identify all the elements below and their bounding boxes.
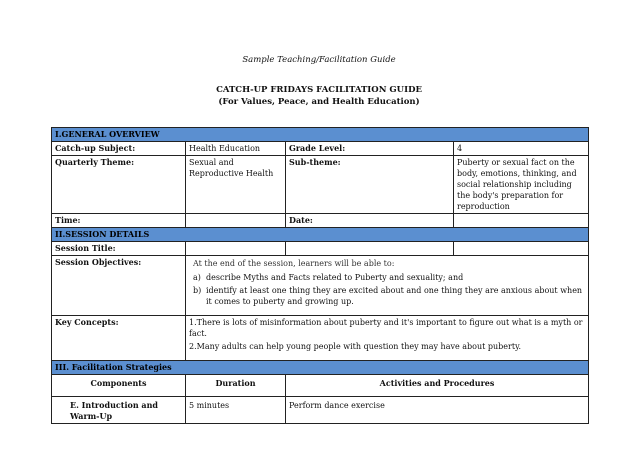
- time-label: Time:: [52, 214, 186, 228]
- objective-letter: a): [193, 273, 201, 282]
- guide-title: CATCH-UP FRIDAYS FACILITATION GUIDE: [216, 85, 422, 95]
- section-row-general-overview: [52, 128, 589, 142]
- component-cell: E. Introduction and Warm-Up: [52, 397, 186, 424]
- column-header-components: Components: [52, 375, 186, 397]
- objective-letter: b): [193, 286, 202, 295]
- section-row-facilitation: [52, 361, 589, 375]
- objectives-intro: At the end of the session, learners will be able to:: [193, 259, 395, 268]
- section-header: I.GENERAL OVERVIEW: [52, 128, 589, 142]
- key-concept: 2.Many adults can help young people with question they may have about puberty.: [189, 342, 522, 351]
- objective-text: describe Myths and Facts related to Puberty and sexuality; and: [206, 273, 464, 282]
- table-row: [52, 156, 589, 214]
- facilitation-guide-table: [51, 127, 589, 424]
- section-header: II.SESSION DETAILS: [52, 228, 589, 242]
- subject-label: Catch-up Subject:: [52, 142, 186, 156]
- session-title-value: [286, 242, 454, 256]
- grade-value: 4: [454, 142, 589, 156]
- table-row: [52, 242, 589, 256]
- guide-subtitle: (For Values, Peace, and Health Education): [218, 97, 420, 107]
- grade-label: Grade Level:: [286, 142, 454, 156]
- theme-value: Sexual and Reproductive Health: [186, 156, 286, 214]
- subject-value: Health Education: [186, 142, 286, 156]
- session-title-label: Session Title:: [52, 242, 186, 256]
- table-row: [52, 142, 589, 156]
- objective-text: identify at least one thing they are excited about and one thing they are anxious about when it comes to puberty and growing up.: [206, 286, 583, 306]
- table-row: [52, 316, 589, 361]
- column-header-activities: Activities and Procedures: [286, 375, 589, 397]
- concepts-label: Key Concepts:: [52, 316, 186, 361]
- concepts-cell: [186, 316, 589, 361]
- list-item: [193, 285, 585, 307]
- time-value: [186, 214, 286, 228]
- section-header: III. Facilitation Strategies: [52, 361, 589, 375]
- table-row: [52, 214, 589, 228]
- session-title-value: [186, 242, 286, 256]
- date-value: [454, 214, 589, 228]
- section-row-session-details: [52, 228, 589, 242]
- key-concept: 1.There is lots of misinformation about puberty and it's important to figure out what is a myth or fact.: [189, 318, 583, 338]
- objectives-label: Session Objectives:: [52, 256, 186, 316]
- subtheme-value: Puberty or sexual fact on the body, emotions, thinking, and social relationship including the body's preparation for reproduction: [454, 156, 589, 214]
- theme-label: Quarterly Theme:: [52, 156, 186, 214]
- page-subtitle: Sample Teaching/Facilitation Guide: [242, 55, 396, 65]
- table-row: [52, 256, 589, 316]
- column-header-duration: Duration: [186, 375, 286, 397]
- list-item: [193, 272, 585, 283]
- session-title-value: [454, 242, 589, 256]
- objectives-cell: [186, 256, 589, 316]
- activity-cell: Perform dance exercise: [286, 397, 589, 424]
- subtheme-label: Sub-theme:: [286, 156, 454, 214]
- date-label: Date:: [286, 214, 454, 228]
- table-header-row: [52, 375, 589, 397]
- table-row: [52, 397, 589, 424]
- duration-cell: 5 minutes: [186, 397, 286, 424]
